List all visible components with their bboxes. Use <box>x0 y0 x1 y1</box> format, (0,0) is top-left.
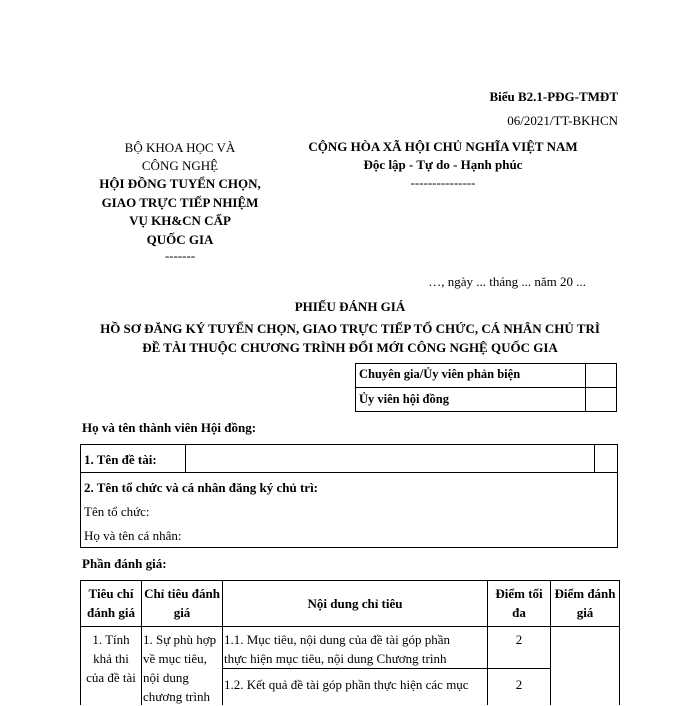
member-name-label: Họ và tên thành viên Hội đồng: <box>82 420 257 435</box>
content-row-1-2: 1.2. Kết quả đề tài góp phần thực hiện các mục <box>224 677 469 692</box>
form-code: Biểu B2.1-PĐG-TMĐT <box>489 89 618 104</box>
evaluation-section-label: Phần đánh giá: <box>82 556 167 571</box>
council-name: HỘI ĐỒNG TUYỂN CHỌN, GIAO TRỰC TIẾP NHIỆM VỤ KH&CN CẤP QUỐC GIA <box>99 176 261 247</box>
header-score: Điểm đánh giá <box>554 586 616 620</box>
applicant-label: 2. Tên tổ chức và cá nhân đăng ký chủ trì: <box>84 480 319 495</box>
header-max-score: Điểm tối đa <box>495 586 543 620</box>
role-member-label: Ủy viên hội đồng <box>359 392 449 406</box>
motto: Độc lập - Tự do - Hạnh phúc <box>363 157 523 172</box>
score-input-1-2[interactable] <box>551 669 619 700</box>
circular-number: 06/2021/TT-BKHCN <box>507 113 618 128</box>
ministry-name: BỘ KHOA HỌC VÀ CÔNG NGHỆ <box>124 140 236 173</box>
left-separator: ------- <box>164 248 196 263</box>
criteria-1: 1. Tính khả thi của đề tài <box>86 632 136 685</box>
form-subtitle-line2: ĐỀ TÀI THUỘC CHƯƠNG TRÌNH ĐỔI MỚI CÔNG NGHỆ QUỐC GIA <box>142 340 558 355</box>
role-reviewer-checkbox[interactable] <box>586 364 617 387</box>
organization-label: Tên tổ chức: <box>84 504 150 519</box>
date-line: …, ngày ... tháng ... năm 20 ... <box>428 274 586 289</box>
project-name-field[interactable] <box>187 446 593 471</box>
header-indicator: Chỉ tiêu đánh giá <box>144 586 220 620</box>
max-score-1-2: 2 <box>515 677 523 692</box>
header-criteria: Tiêu chí đánh giá <box>86 586 136 620</box>
role-member-checkbox[interactable] <box>586 388 617 411</box>
person-label: Họ và tên cá nhân: <box>84 528 182 543</box>
form-title: PHIẾU ĐÁNH GIÁ <box>294 299 406 314</box>
max-score-1-1: 2 <box>515 632 523 647</box>
project-name-label: 1. Tên đề tài: <box>84 452 157 467</box>
header-content: Nội dung chỉ tiêu <box>307 596 403 611</box>
indicator-1: 1. Sự phù hợp về mục tiêu, nội dung chương trình <box>143 632 217 704</box>
form-subtitle-line1: HỒ SƠ ĐĂNG KÝ TUYỂN CHỌN, GIAO TRỰC TIẾP TỔ CHỨC, CÁ NHÂN CHỦ TRÌ <box>100 321 600 336</box>
score-input-1-1[interactable] <box>551 627 619 668</box>
content-row-1-1: 1.1. Mục tiêu, nội dung của đề tài góp phần thực hiện mục tiêu, nội dung Chương trình <box>224 632 451 666</box>
nation-title: CỘNG HÒA XÃ HỘI CHỦ NGHĨA VIỆT NAM <box>308 139 578 154</box>
role-reviewer-label: Chuyên gia/Ủy viên phản biện <box>359 367 521 381</box>
right-separator: --------------- <box>410 175 476 190</box>
